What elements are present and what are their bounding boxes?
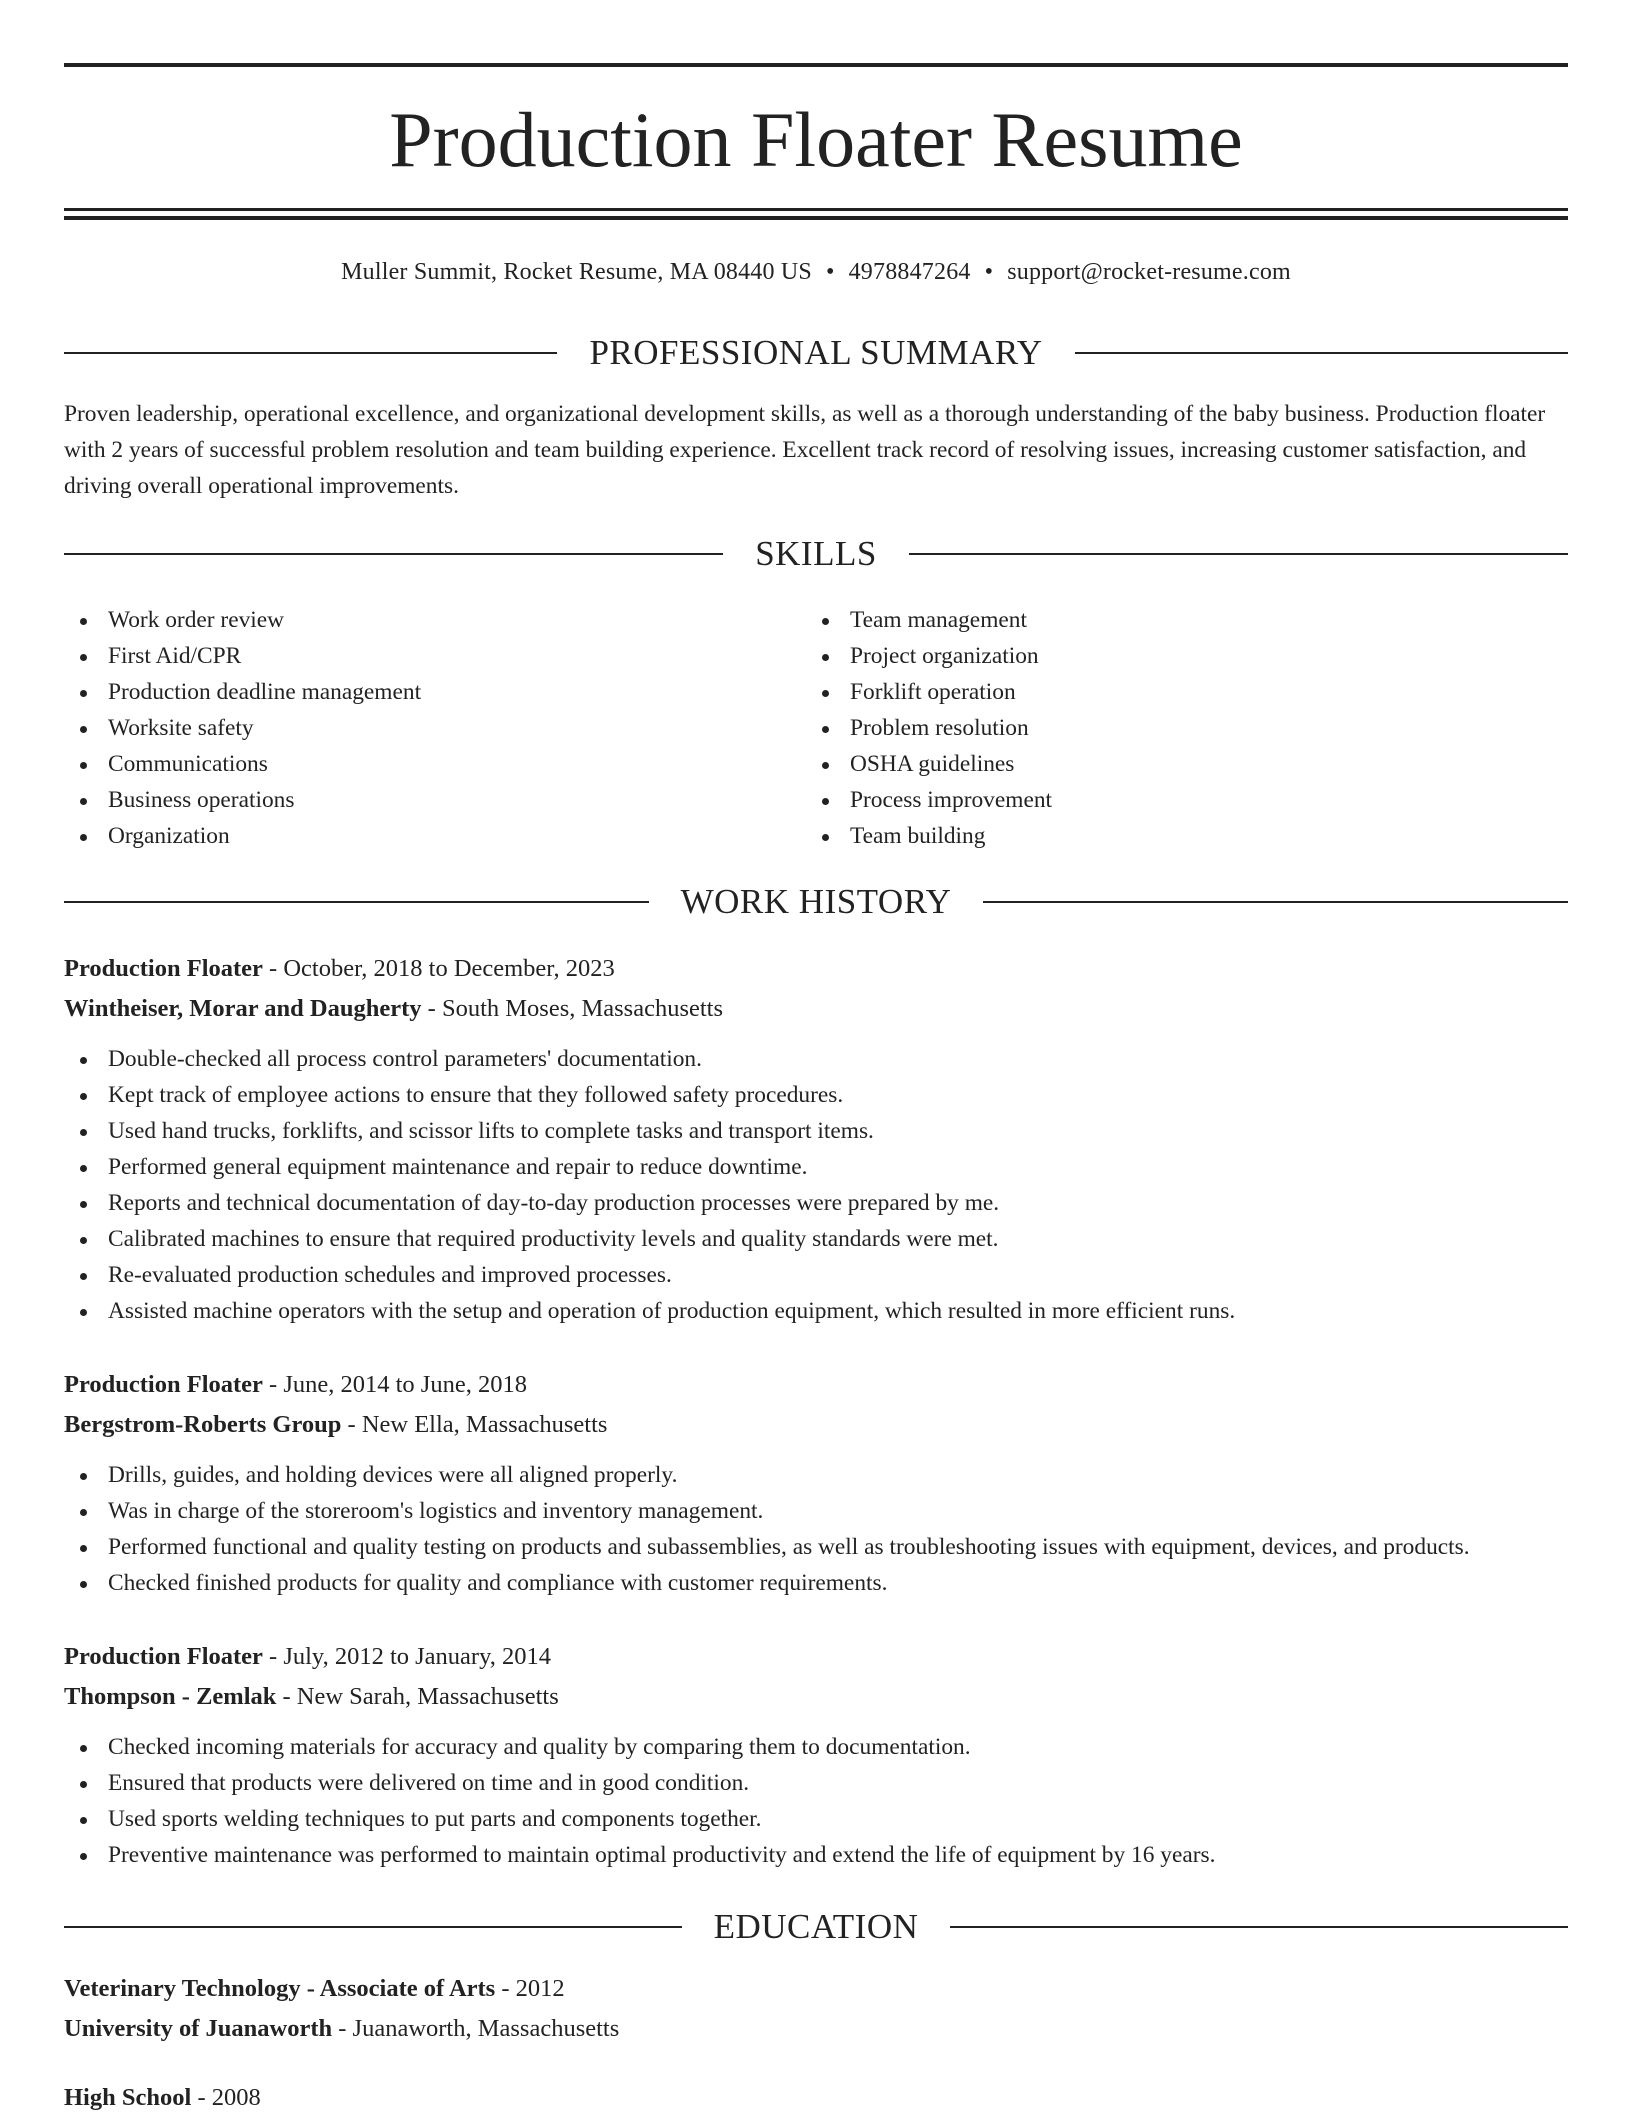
job-location: - New Sarah, Massachusetts — [276, 1683, 559, 1710]
skill-item: Organization — [64, 818, 784, 854]
job-location: - New Ella, Massachusetts — [341, 1411, 608, 1438]
job-title: Production Floater — [64, 955, 263, 982]
summary-text: Proven leadership, operational excellence, and organizational development skills, as well as a thorough understanding of the baby business. Production floater with 2 years of successful problem resolution and team building experience. Excellent track record of resolving issues, increasing customer satisfaction, and driving overall operational improvements. — [64, 401, 1546, 499]
job-title: Production Floater — [64, 1371, 263, 1398]
edu-year: - 2008 — [191, 2084, 261, 2111]
skill-item: Problem resolution — [806, 710, 1526, 746]
summary-heading — [64, 333, 1568, 373]
job-company: Thompson - Zemlak — [64, 1683, 277, 1710]
job-bullet: Used sports welding techniques to put parts and components together. — [64, 1801, 1568, 1837]
title-double-rule — [64, 208, 1568, 220]
contact-address: Muller Summit, Rocket Resume, MA 08440 US — [341, 259, 812, 285]
work-heading — [64, 882, 1568, 922]
job-dates: - June, 2014 to June, 2018 — [262, 1371, 527, 1398]
job-dates: - October, 2018 to December, 2023 — [262, 955, 615, 982]
skill-item: Worksite safety — [64, 710, 784, 746]
edu-location: - Juanaworth, Massachusetts — [332, 2015, 620, 2042]
job-bullet: Checked finished products for quality and compliance with customer requirements. — [64, 1565, 1568, 1601]
skill-item: Business operations — [64, 782, 784, 818]
skill-item: Work order review — [64, 602, 784, 638]
skill-item: First Aid/CPR — [64, 638, 784, 674]
job-dates: - July, 2012 to January, 2014 — [262, 1643, 551, 1670]
edu-degree: Veterinary Technology - Associate of Arts — [64, 1975, 496, 2002]
skill-item: OSHA guidelines — [806, 746, 1526, 782]
job-bullet: Assisted machine operators with the setup and operation of production equipment, which resulted in more efficient runs. — [64, 1293, 1568, 1329]
job-title: Production Floater — [64, 1643, 263, 1670]
skill-item: Process improvement — [806, 782, 1526, 818]
job-company: Bergstrom-Roberts Group — [64, 1411, 342, 1438]
job-location: - South Moses, Massachusetts — [421, 995, 724, 1022]
job-entry — [64, 1365, 1568, 1601]
contact-separator: • — [984, 259, 994, 285]
job-company: Wintheiser, Morar and Daugherty — [64, 995, 422, 1022]
contact-phone: 4978847264 — [848, 259, 971, 285]
skill-item: Production deadline management — [64, 674, 784, 710]
skill-item: Team building — [806, 818, 1526, 854]
edu-year: - 2012 — [495, 1975, 565, 2002]
job-bullet: Performed general equipment maintenance and repair to reduce downtime. — [64, 1149, 1568, 1185]
top-rule — [64, 63, 1568, 67]
job-bullet: Calibrated machines to ensure that required productivity levels and quality standards were met. — [64, 1221, 1568, 1257]
skill-item: Forklift operation — [806, 674, 1526, 710]
education-heading-label: EDUCATION — [713, 1907, 919, 1946]
skill-item: Communications — [64, 746, 784, 782]
job-bullet: Double-checked all process control parameters' documentation. — [64, 1041, 1568, 1077]
job-bullet: Kept track of employee actions to ensure that they followed safety procedures. — [64, 1077, 1568, 1113]
job-bullet: Performed functional and quality testing on products and subassemblies, as well as troubleshooting issues with equipment, devices, and products. — [64, 1529, 1568, 1565]
job-bullet: Reports and technical documentation of day-to-day production processes were prepared by me. — [64, 1185, 1568, 1221]
skills-right-column — [806, 602, 1526, 854]
edu-school: University of Juanaworth — [64, 2015, 333, 2042]
contact-separator: • — [825, 259, 835, 285]
edu-degree: High School — [64, 2084, 192, 2111]
skill-item: Team management — [806, 602, 1526, 638]
resume-title: Production Floater Resume — [389, 96, 1243, 183]
job-bullet: Drills, guides, and holding devices were all aligned properly. — [64, 1457, 1568, 1493]
work-heading-label: WORK HISTORY — [680, 882, 952, 921]
job-entry — [64, 1637, 1568, 1873]
job-entry — [64, 949, 1568, 1329]
job-bullet: Checked incoming materials for accuracy and quality by comparing them to documentation. — [64, 1729, 1568, 1765]
job-bullet: Used hand trucks, forklifts, and scissor lifts to complete tasks and transport items. — [64, 1113, 1568, 1149]
education-heading — [64, 1907, 1568, 1947]
skills-heading — [64, 534, 1568, 574]
summary-heading-label: PROFESSIONAL SUMMARY — [589, 333, 1043, 372]
contact-line — [64, 252, 1568, 292]
education-entry — [64, 1969, 1568, 2049]
contact-email: support@rocket-resume.com — [1007, 259, 1291, 285]
education-entry — [64, 2078, 1568, 2118]
job-bullet: Preventive maintenance was performed to maintain optimal productivity and extend the life of equipment by 16 years. — [64, 1837, 1568, 1873]
skill-item: Project organization — [806, 638, 1526, 674]
skills-heading-label: SKILLS — [755, 534, 877, 573]
skills-left-column — [64, 602, 784, 854]
job-bullet: Was in charge of the storeroom's logistics and inventory management. — [64, 1493, 1568, 1529]
job-bullet: Ensured that products were delivered on time and in good condition. — [64, 1765, 1568, 1801]
job-bullet: Re-evaluated production schedules and improved processes. — [64, 1257, 1568, 1293]
